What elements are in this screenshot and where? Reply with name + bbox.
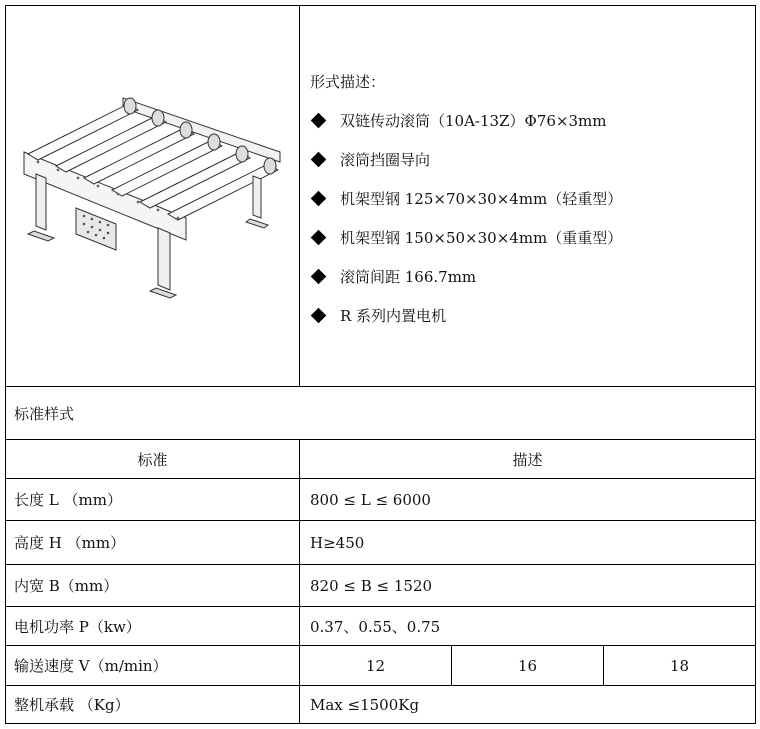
diamond-bullet-icon: [311, 190, 327, 206]
bullet-text: 机架型钢 125×70×30×4mm（轻重型）: [340, 189, 623, 208]
border-left: [5, 5, 6, 724]
row-label-speed: 输送速度 V（m/min）: [14, 657, 168, 675]
row-value-height: H≥450: [310, 533, 365, 552]
row-label-length: 长度 L （mm）: [14, 491, 122, 509]
row-label-height: 高度 H （mm）: [14, 534, 126, 552]
description-title: 形式描述：: [310, 72, 386, 91]
row-value-motor-power: 0.37、0.55、0.75: [310, 617, 441, 636]
bullet-text: 滚筒间距 166.7mm: [340, 267, 477, 286]
row-value-load: Max ≤1500Kg: [310, 695, 420, 714]
header-standard: 标准: [137, 450, 168, 469]
bullet-item: [310, 226, 622, 248]
divider-image-text: [299, 5, 300, 387]
diamond-bullet-icon: [311, 268, 327, 284]
speed-value-3: 18: [669, 656, 690, 675]
bullet-item: [310, 187, 622, 209]
row-value-length: 800 ≤ L ≤ 6000: [310, 490, 431, 509]
bullet-item: [310, 109, 606, 131]
row-value-width: 820 ≤ B ≤ 1520: [310, 576, 433, 595]
divider-top-section: [5, 386, 756, 387]
header-description: 描述: [512, 450, 543, 469]
bullet-item: [310, 304, 446, 326]
bullet-text: R 系列内置电机: [340, 306, 447, 325]
bullet-item: [310, 265, 476, 287]
row-label-motor-power: 电机功率 P（kw）: [14, 617, 141, 636]
bullet-text: 滚筒挡圈导向: [340, 150, 431, 169]
border-top: [5, 5, 756, 6]
row-label-width: 内宽 B（mm）: [14, 577, 119, 595]
diamond-bullet-icon: [311, 112, 327, 128]
diamond-bullet-icon: [311, 151, 327, 167]
bullet-item: [310, 148, 430, 170]
speed-value-1: 12: [365, 656, 386, 675]
bullet-text: 双链传动滚筒（10A-13Z）Φ76×3mm: [340, 111, 607, 130]
diamond-bullet-icon: [311, 307, 327, 323]
bullet-text: 机架型钢 150×50×30×4mm（重重型）: [340, 228, 623, 247]
section-title: 标准样式: [14, 404, 75, 423]
border-right: [755, 5, 756, 724]
row-label-load: 整机承载 （Kg）: [14, 696, 130, 714]
border-bottom: [5, 723, 756, 724]
diamond-bullet-icon: [311, 229, 327, 245]
roller-conveyor-illustration: [18, 90, 288, 305]
speed-value-2: 16: [517, 656, 538, 675]
